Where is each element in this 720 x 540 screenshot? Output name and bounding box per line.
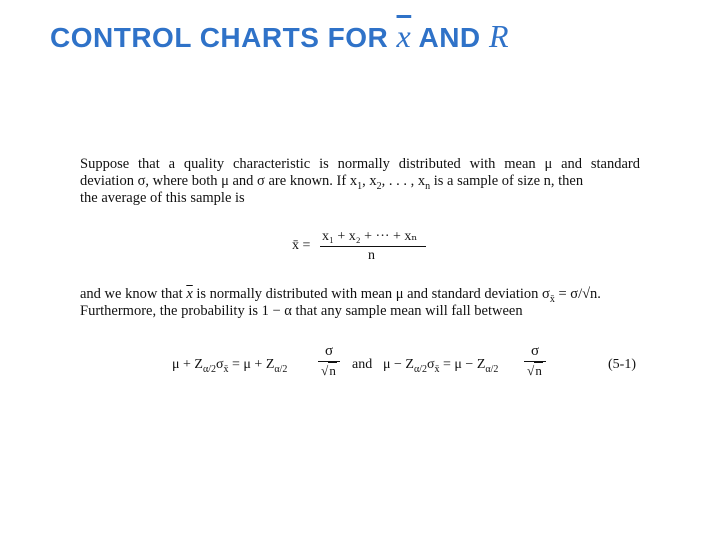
distribution-line-2: Furthermore, the probability is 1 − α that any sample mean will fall between [80,303,523,319]
lower-sigma-sub: x̄ [434,363,440,375]
intro-line-2 [80,173,640,190]
dist-line-1-a: and we know that [80,286,187,302]
equation-number-label: (5-1) [608,357,636,372]
intro-line-2-d: is a sample of size n, then [430,173,584,189]
mean-equation-numerator: x₁ + x₂ + ··· + xₙ [322,229,418,244]
title-r-symbol: R [488,18,509,54]
control-limits-equation [172,343,642,388]
upper-frac-den-n: n [329,363,336,378]
sample-mean-equation [292,228,442,268]
lower-eq-mu-z: = μ − Z [439,357,486,372]
intro-line-2-b: , x [362,173,377,189]
upper-frac-den: √n [321,363,336,378]
upper-sigma-over-root-n [318,343,340,379]
dist-xbar: $\overline{x}$ [186,286,193,302]
sub-n: n [425,180,431,192]
upper-sigma: σ [215,357,224,372]
dist-sigma-sub: x̄ [549,293,555,305]
upper-sigma-sub: x̄ [223,363,229,375]
lower-sigma: σ [426,357,435,372]
upper-expr-mu-z: μ + Z [172,357,203,372]
upper-limit-expr [172,357,287,373]
lower-z-sub-2: α/2 [485,363,499,375]
lower-frac-den: √n [527,363,542,378]
lower-z-sub: α/2 [413,363,427,375]
lower-frac-den-n: n [535,363,542,378]
upper-z-sub-2: α/2 [274,363,288,375]
title-prefix: CONTROL CHARTS FOR [50,22,389,53]
and-word: and [352,357,373,372]
lower-sigma-over-root-n [524,343,546,379]
lower-frac-num: σ [530,343,540,359]
intro-paragraph [80,156,640,207]
intro-line-1: Suppose that a quality characteristic is normally distributed with mean μ and standard [80,156,640,172]
mean-equation-denominator: n [368,248,375,263]
dist-line-1-b: is normally distributed with mean μ and standard deviation σ [192,286,550,302]
upper-frac-num: σ [324,343,334,359]
distribution-line-1 [80,286,640,303]
title-x-bar-symbol: $\overline{x}$ [396,18,412,54]
lower-limit-expr [383,357,498,373]
intro-line-2-a: deviation σ, where both μ and σ are known. If x [80,173,358,189]
upper-z-sub: α/2 [202,363,216,375]
intro-line-3: the average of this sample is [80,190,245,206]
sub-2: 2 [376,180,382,192]
dist-line-1-c: = σ/√n. [554,286,601,302]
title-and-word: AND [418,22,481,53]
slide-title [50,18,509,55]
lower-expr-mu-z: μ − Z [383,357,414,372]
upper-eq-mu-z: = μ + Z [228,357,275,372]
distribution-paragraph [80,286,640,320]
intro-line-2-c: , . . . , x [381,173,426,189]
sub-1: 1 [357,180,363,192]
mean-equation-lhs: x̄ = [292,238,311,253]
mean-fraction-bar [320,246,426,247]
